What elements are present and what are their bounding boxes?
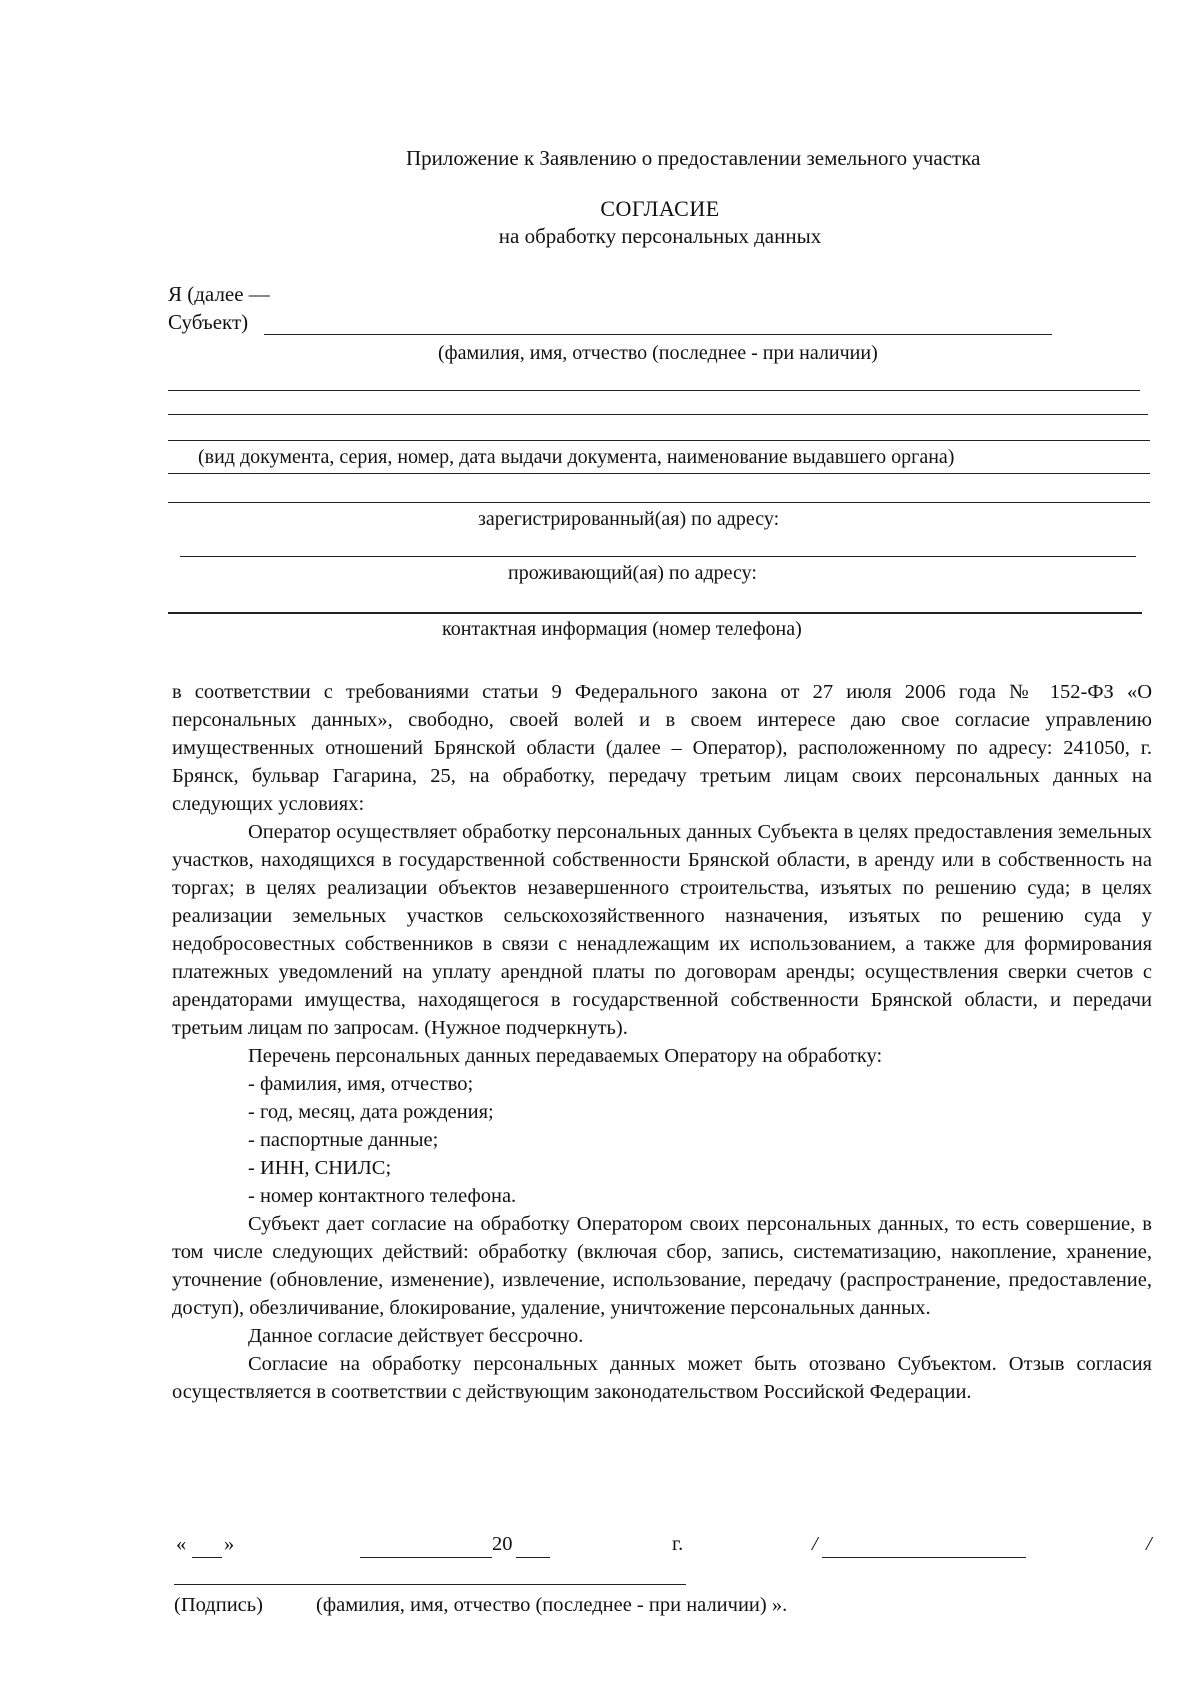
signature-line[interactable] — [174, 1584, 686, 1585]
document-field-3[interactable] — [168, 473, 1150, 474]
signature-date-row — [0, 1533, 1200, 1563]
document-subtitle: на обработку персональных данных — [498, 224, 822, 248]
residing-address-field[interactable] — [168, 612, 1142, 614]
quote-close: » — [224, 1533, 235, 1555]
slash-right: / — [1146, 1533, 1152, 1555]
list-item: - год, месяц, дата рождения; — [248, 1101, 494, 1123]
consent-body — [172, 678, 1152, 1406]
subject-fio-field[interactable] — [264, 334, 1052, 335]
month-field[interactable] — [360, 1557, 492, 1558]
quote-open: « — [176, 1533, 187, 1555]
residing-address-caption: проживающий(ая) по адресу: — [508, 562, 757, 584]
registered-address-field-2[interactable] — [180, 556, 1136, 557]
document-field-2[interactable] — [168, 440, 1150, 441]
document-title: СОГЛАСИЕ — [600, 196, 720, 221]
validity-paragraph: Данное согласие действует бессрочно. — [248, 1325, 584, 1347]
signature-fio-caption: (фамилия, имя, отчество (последнее - при наличии) ». — [316, 1594, 788, 1616]
fio-continuation-field[interactable] — [168, 390, 1140, 391]
actions-paragraph: Субъект дает согласие на обработку Оператором своих персональных данных, то есть совершение, в том числе следующих действий: обработку (включая сбор, запись, систематизацию, накопление, хранение, уточнение (обновление, изменение), извлечение, использование, передачу (распространение, предоставление, доступ), обезличивание, блокирование, удаление, уничтожение персональных данных. — [172, 1213, 1152, 1319]
intro-paragraph: в соответствии с требованиями статьи 9 Федерального закона от 27 июля 2006 года № 152-ФЗ «О персональных данных», свободно, своей волей и в своем интересе даю свое согласие управлению имущественных отношений Брянской области (далее – Оператор), расположенному по адресу: 241050, г. Брянск, бульвар Гагарина, 25, на обработку, передачу третьим лицам своих персональных данных на следующих условиях: — [172, 681, 1152, 815]
appendix-heading: Приложение к Заявлению о предоставлении земельного участка — [406, 146, 981, 170]
list-item: - фамилия, имя, отчество; — [248, 1073, 474, 1095]
list-item: - номер контактного телефона. — [248, 1185, 517, 1207]
list-item: - паспортные данные; — [248, 1129, 439, 1151]
list-heading: Перечень персональных данных передаваемых Оператору на обработку: — [248, 1045, 883, 1067]
year-suffix: г. — [672, 1533, 684, 1555]
purpose-paragraph: Оператор осуществляет обработку персональных данных Субъекта в целях предоставления земельных участков, находящихся в государственной собственности Брянской области, в аренду или в собственность на торгах; в целях реализации объектов незавершенного строительства, изъятых по решению суда; в целях реализации земельных участков сельскохозяйственного назначения, изъятых по решению суда у недобросовестных собственников в связи с ненадлежащим их использованием, а также для формирования платежных уведомлений на уплату арендной платы по договорам аренды; осуществления сверки счетов с арендаторами имущества, находящегося в государственной собственности Брянской области, и передачи третьим лицам по запросам. (Нужное подчеркнуть). — [172, 821, 1152, 1039]
subject-label-line1: Я (далее — — [168, 282, 270, 306]
registered-address-caption: зарегистрированный(ая) по адресу: — [478, 508, 780, 530]
list-item: - ИНН, СНИЛС; — [248, 1157, 392, 1179]
signature-caption: (Подпись) — [174, 1594, 263, 1616]
registered-address-field-1[interactable] — [168, 502, 1150, 503]
day-field[interactable] — [192, 1557, 222, 1558]
revocation-paragraph: Согласие на обработку персональных данных может быть отозвано Субъектом. Отзыв согласия осуществляется в соответствии с действующим законодательством Российской Федерации. — [172, 1353, 1152, 1403]
signature-name-field[interactable] — [822, 1557, 1026, 1558]
document-field-1[interactable] — [168, 414, 1148, 415]
subject-label-line2: Субъект) — [168, 310, 249, 334]
slash-left: / — [812, 1533, 818, 1555]
year-field[interactable] — [516, 1557, 550, 1558]
year-prefix: 20 — [492, 1533, 513, 1555]
fio-caption: (фамилия, имя, отчество (последнее - при наличии) — [438, 342, 878, 364]
document-caption: (вид документа, серия, номер, дата выдачи документа, наименование выдавшего органа) — [198, 446, 955, 468]
contact-caption: контактная информация (номер телефона) — [442, 618, 802, 640]
